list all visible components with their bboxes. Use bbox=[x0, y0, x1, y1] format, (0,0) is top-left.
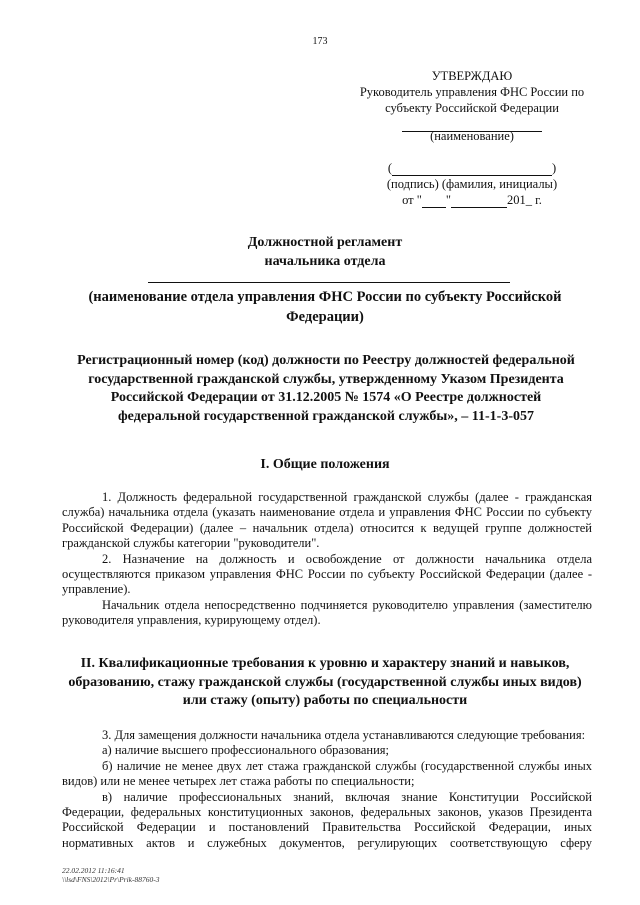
paragraph-head-subordination: Начальник отдела непосредственно подчиняется руководителю управления (заместителю руководителя управления, курирующему отдел). bbox=[62, 597, 592, 628]
footer-path: \\lsd\FNS\2012\Pr\Prik-88760-3 bbox=[62, 875, 160, 884]
signature-open-paren: ( bbox=[387, 161, 392, 175]
date-year: 201_ г. bbox=[506, 193, 542, 207]
name-caption: (наименование) bbox=[430, 129, 514, 143]
registration-number: Регистрационный номер (код) должности по Реестру должностей федеральной государственной гражданской службы, утвержденному Указом Президента Российской Федерации от 31.12.2005 № 1574 «О Реестре должностей федеральной государственной гражданской службы», – 11-1-3-057 bbox=[77, 353, 575, 424]
reglament-title bbox=[60, 233, 590, 271]
requirement-b: б) наличие не менее двух лет стажа гражданской службы (государственной службы иных видов) или не менее четырех лет стажа работы по специальности; bbox=[62, 758, 592, 789]
approval-title: УТВЕРЖДАЮ bbox=[431, 69, 513, 83]
signature-row bbox=[352, 160, 592, 176]
signature-caption: (подпись) (фамилия, инициалы) bbox=[386, 177, 558, 191]
section1-body bbox=[62, 490, 592, 629]
date-prefix: от " bbox=[402, 193, 422, 207]
page-number: 173 bbox=[312, 36, 328, 47]
date-day-blank bbox=[422, 207, 446, 208]
footer-timestamp: 22.02.2012 11:16:41 bbox=[62, 866, 125, 875]
paragraph-1: 1. Должность федеральной государственной гражданской службы (далее - гражданская служба) начальника отдела (указать наименование отдела и управления ФНС России по субъекту Российской Федерации) (далее – начальник отдела) относится к ведущей группе должностей гражданской службы категории "руководители". bbox=[62, 490, 592, 551]
date-month-blank bbox=[451, 207, 507, 208]
signature-close-paren: ) bbox=[552, 161, 557, 175]
paragraph-2: 2. Назначение на должность и освобождение от должности начальника отдела осуществляются приказом управления ФНС России по субъекту Российской Федерации (далее - управление). bbox=[62, 551, 592, 597]
approval-position-line2: субъекту Российской Федерации bbox=[385, 101, 559, 115]
date-row bbox=[352, 192, 592, 208]
paragraph-3: 3. Для замещения должности начальника отдела устанавливаются следующие требования: bbox=[102, 728, 586, 742]
department-blank-line bbox=[148, 282, 510, 283]
department-caption: (наименование отдела управления ФНС России по субъекту Российской Федерации) bbox=[88, 289, 562, 325]
document-footer bbox=[62, 866, 160, 884]
date-mid: " bbox=[445, 193, 451, 207]
approval-block bbox=[352, 68, 592, 208]
approval-position-line1: Руководитель управления ФНС России по bbox=[359, 85, 585, 99]
section2-body bbox=[62, 728, 592, 851]
requirement-a: а) наличие высшего профессионального образования; bbox=[102, 743, 389, 758]
section1-heading: I. Общие положения bbox=[260, 457, 390, 472]
reglament-title-line2: начальника отдела bbox=[264, 254, 386, 269]
reglament-title-line1: Должностной регламент bbox=[247, 235, 403, 250]
requirement-c: в) наличие профессиональных знаний, включая знание Конституции Российской Федерации, федеральных конституционных законов, федеральных законов, указов Президента Российской Федерации и постановлений Правительства Российской Федерации, иных нормативных актов и служебных документов, регулирующих соответствующую сферу bbox=[62, 789, 592, 850]
section2-heading: II. Квалификационные требования к уровню и характеру знаний и навыков, образованию, стажу гражданской службы (государственной службы иных видов) или стажу (опыту) работы по специальности bbox=[68, 656, 582, 708]
